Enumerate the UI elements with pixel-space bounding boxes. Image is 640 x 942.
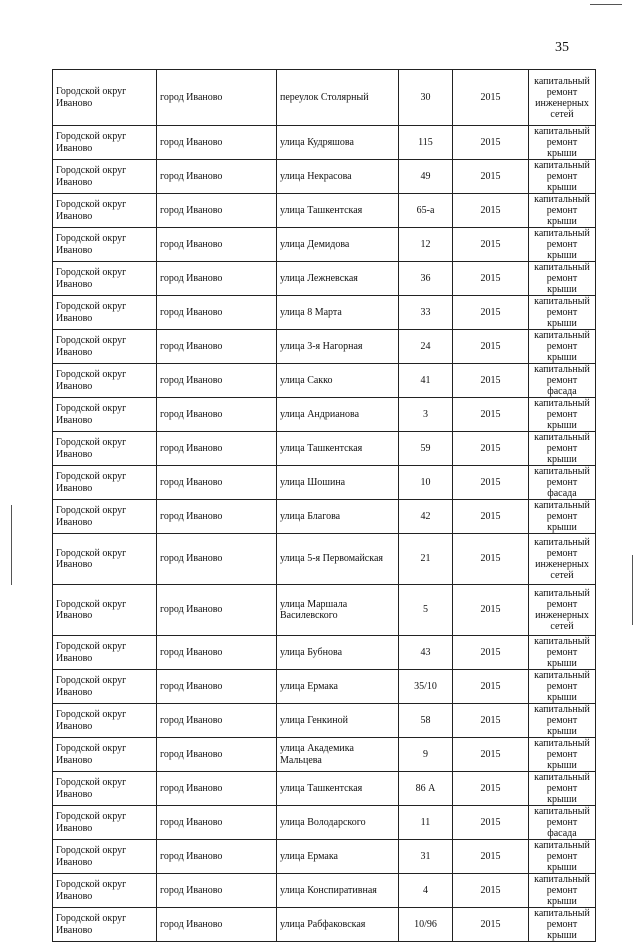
house-number-cell: 86 А: [399, 772, 453, 806]
year-cell: 2015: [453, 704, 529, 738]
street-cell: улица Некрасова: [277, 160, 399, 194]
district-cell: Городской округ Иваново: [53, 908, 157, 942]
table-row: [53, 704, 596, 738]
table-row: [53, 500, 596, 534]
year-cell: 2015: [453, 296, 529, 330]
house-number-cell: 21: [399, 534, 453, 585]
work-type-cell: капитальный ремонт инженерных сетей: [529, 534, 596, 585]
district-cell: Городской округ Иваново: [53, 534, 157, 585]
work-type-cell: капитальный ремонт инженерных сетей: [529, 585, 596, 636]
table-row: [53, 432, 596, 466]
street-cell: улица Бубнова: [277, 636, 399, 670]
street-cell: улица Ташкентская: [277, 772, 399, 806]
house-number-cell: 10: [399, 466, 453, 500]
scan-mark-right: [632, 555, 633, 625]
year-cell: 2015: [453, 840, 529, 874]
street-cell: улица Благова: [277, 500, 399, 534]
table-row: [53, 806, 596, 840]
district-cell: Городской округ Иваново: [53, 704, 157, 738]
table-row: [53, 194, 596, 228]
house-number-cell: 35/10: [399, 670, 453, 704]
house-number-cell: 49: [399, 160, 453, 194]
house-number-cell: 10/96: [399, 908, 453, 942]
city-cell: город Иваново: [157, 908, 277, 942]
street-cell: улица Лежневская: [277, 262, 399, 296]
street-cell: улица Ташкентская: [277, 194, 399, 228]
district-cell: Городской округ Иваново: [53, 466, 157, 500]
year-cell: 2015: [453, 500, 529, 534]
work-type-cell: капитальный ремонт крыши: [529, 432, 596, 466]
table-row: [53, 636, 596, 670]
year-cell: 2015: [453, 194, 529, 228]
city-cell: город Иваново: [157, 70, 277, 126]
year-cell: 2015: [453, 262, 529, 296]
work-type-cell: капитальный ремонт крыши: [529, 670, 596, 704]
city-cell: город Иваново: [157, 738, 277, 772]
house-number-cell: 115: [399, 126, 453, 160]
work-type-cell: капитальный ремонт фасада: [529, 806, 596, 840]
city-cell: город Иваново: [157, 296, 277, 330]
city-cell: город Иваново: [157, 398, 277, 432]
street-cell: улица Маршала Василевского: [277, 585, 399, 636]
house-number-cell: 12: [399, 228, 453, 262]
work-type-cell: капитальный ремонт фасада: [529, 466, 596, 500]
year-cell: 2015: [453, 364, 529, 398]
street-cell: улица Академика Мальцева: [277, 738, 399, 772]
district-cell: Городской округ Иваново: [53, 228, 157, 262]
house-number-cell: 42: [399, 500, 453, 534]
work-type-cell: капитальный ремонт крыши: [529, 296, 596, 330]
scan-mark-left: [11, 505, 12, 585]
district-cell: Городской округ Иваново: [53, 585, 157, 636]
house-number-cell: 33: [399, 296, 453, 330]
work-type-cell: капитальный ремонт крыши: [529, 704, 596, 738]
house-number-cell: 41: [399, 364, 453, 398]
street-cell: улица 3-я Нагорная: [277, 330, 399, 364]
house-number-cell: 43: [399, 636, 453, 670]
table-row: [53, 398, 596, 432]
year-cell: 2015: [453, 874, 529, 908]
street-cell: улица Генкиной: [277, 704, 399, 738]
work-type-cell: капитальный ремонт крыши: [529, 738, 596, 772]
year-cell: 2015: [453, 738, 529, 772]
work-type-cell: капитальный ремонт крыши: [529, 398, 596, 432]
house-number-cell: 9: [399, 738, 453, 772]
table-row: [53, 840, 596, 874]
house-number-cell: 65-а: [399, 194, 453, 228]
address-table-body: [53, 70, 596, 942]
table-row: [53, 364, 596, 398]
city-cell: город Иваново: [157, 840, 277, 874]
table-row: [53, 585, 596, 636]
street-cell: улица Ермака: [277, 670, 399, 704]
district-cell: Городской округ Иваново: [53, 398, 157, 432]
work-type-cell: капитальный ремонт крыши: [529, 500, 596, 534]
district-cell: Городской округ Иваново: [53, 874, 157, 908]
district-cell: Городской округ Иваново: [53, 330, 157, 364]
street-cell: улица Ермака: [277, 840, 399, 874]
street-cell: улица Володарского: [277, 806, 399, 840]
district-cell: Городской округ Иваново: [53, 160, 157, 194]
table-row: [53, 670, 596, 704]
work-type-cell: капитальный ремонт крыши: [529, 228, 596, 262]
year-cell: 2015: [453, 670, 529, 704]
street-cell: улица 8 Марта: [277, 296, 399, 330]
city-cell: город Иваново: [157, 534, 277, 585]
page-number: 35: [555, 40, 569, 55]
house-number-cell: 36: [399, 262, 453, 296]
table-row: [53, 262, 596, 296]
street-cell: улица Демидова: [277, 228, 399, 262]
house-number-cell: 31: [399, 840, 453, 874]
street-cell: улица Сакко: [277, 364, 399, 398]
city-cell: город Иваново: [157, 772, 277, 806]
work-type-cell: капитальный ремонт инженерных сетей: [529, 70, 596, 126]
year-cell: 2015: [453, 806, 529, 840]
city-cell: город Иваново: [157, 500, 277, 534]
city-cell: город Иваново: [157, 262, 277, 296]
year-cell: 2015: [453, 432, 529, 466]
work-type-cell: капитальный ремонт крыши: [529, 194, 596, 228]
table-row: [53, 772, 596, 806]
work-type-cell: капитальный ремонт крыши: [529, 840, 596, 874]
year-cell: 2015: [453, 228, 529, 262]
district-cell: Городской округ Иваново: [53, 738, 157, 772]
district-cell: Городской округ Иваново: [53, 194, 157, 228]
table-row: [53, 296, 596, 330]
house-number-cell: 30: [399, 70, 453, 126]
district-cell: Городской округ Иваново: [53, 500, 157, 534]
district-cell: Городской округ Иваново: [53, 840, 157, 874]
table-row: [53, 160, 596, 194]
year-cell: 2015: [453, 398, 529, 432]
table-row: [53, 126, 596, 160]
year-cell: 2015: [453, 70, 529, 126]
address-table: [52, 69, 596, 942]
street-cell: переулок Столярный: [277, 70, 399, 126]
house-number-cell: 24: [399, 330, 453, 364]
table-row: [53, 228, 596, 262]
city-cell: город Иваново: [157, 806, 277, 840]
city-cell: город Иваново: [157, 670, 277, 704]
table-row: [53, 466, 596, 500]
city-cell: город Иваново: [157, 432, 277, 466]
work-type-cell: капитальный ремонт крыши: [529, 908, 596, 942]
year-cell: 2015: [453, 636, 529, 670]
house-number-cell: 11: [399, 806, 453, 840]
city-cell: город Иваново: [157, 364, 277, 398]
district-cell: Городской округ Иваново: [53, 432, 157, 466]
house-number-cell: 5: [399, 585, 453, 636]
house-number-cell: 59: [399, 432, 453, 466]
city-cell: город Иваново: [157, 585, 277, 636]
table-row: [53, 738, 596, 772]
city-cell: город Иваново: [157, 228, 277, 262]
city-cell: город Иваново: [157, 126, 277, 160]
work-type-cell: капитальный ремонт крыши: [529, 772, 596, 806]
district-cell: Городской округ Иваново: [53, 262, 157, 296]
work-type-cell: капитальный ремонт крыши: [529, 330, 596, 364]
year-cell: 2015: [453, 908, 529, 942]
city-cell: город Иваново: [157, 194, 277, 228]
year-cell: 2015: [453, 534, 529, 585]
table-row: [53, 908, 596, 942]
district-cell: Городской округ Иваново: [53, 296, 157, 330]
street-cell: улица Шошина: [277, 466, 399, 500]
work-type-cell: капитальный ремонт крыши: [529, 636, 596, 670]
district-cell: Городской округ Иваново: [53, 806, 157, 840]
year-cell: 2015: [453, 126, 529, 160]
street-cell: улица 5-я Первомайская: [277, 534, 399, 585]
district-cell: Городской округ Иваново: [53, 70, 157, 126]
street-cell: улица Рабфаковская: [277, 908, 399, 942]
scan-mark-top-right: [590, 4, 622, 5]
year-cell: 2015: [453, 772, 529, 806]
city-cell: город Иваново: [157, 704, 277, 738]
street-cell: улица Андрианова: [277, 398, 399, 432]
city-cell: город Иваново: [157, 874, 277, 908]
district-cell: Городской округ Иваново: [53, 364, 157, 398]
city-cell: город Иваново: [157, 330, 277, 364]
work-type-cell: капитальный ремонт крыши: [529, 262, 596, 296]
year-cell: 2015: [453, 330, 529, 364]
city-cell: город Иваново: [157, 466, 277, 500]
city-cell: город Иваново: [157, 636, 277, 670]
street-cell: улица Кудряшова: [277, 126, 399, 160]
street-cell: улица Ташкентская: [277, 432, 399, 466]
year-cell: 2015: [453, 466, 529, 500]
table-row: [53, 70, 596, 126]
work-type-cell: капитальный ремонт крыши: [529, 126, 596, 160]
district-cell: Городской округ Иваново: [53, 772, 157, 806]
district-cell: Городской округ Иваново: [53, 126, 157, 160]
year-cell: 2015: [453, 585, 529, 636]
table-row: [53, 534, 596, 585]
table-row: [53, 330, 596, 364]
house-number-cell: 58: [399, 704, 453, 738]
house-number-cell: 3: [399, 398, 453, 432]
street-cell: улица Конспиративная: [277, 874, 399, 908]
district-cell: Городской округ Иваново: [53, 670, 157, 704]
year-cell: 2015: [453, 160, 529, 194]
city-cell: город Иваново: [157, 160, 277, 194]
house-number-cell: 4: [399, 874, 453, 908]
work-type-cell: капитальный ремонт фасада: [529, 364, 596, 398]
work-type-cell: капитальный ремонт крыши: [529, 874, 596, 908]
work-type-cell: капитальный ремонт крыши: [529, 160, 596, 194]
district-cell: Городской округ Иваново: [53, 636, 157, 670]
table-row: [53, 874, 596, 908]
